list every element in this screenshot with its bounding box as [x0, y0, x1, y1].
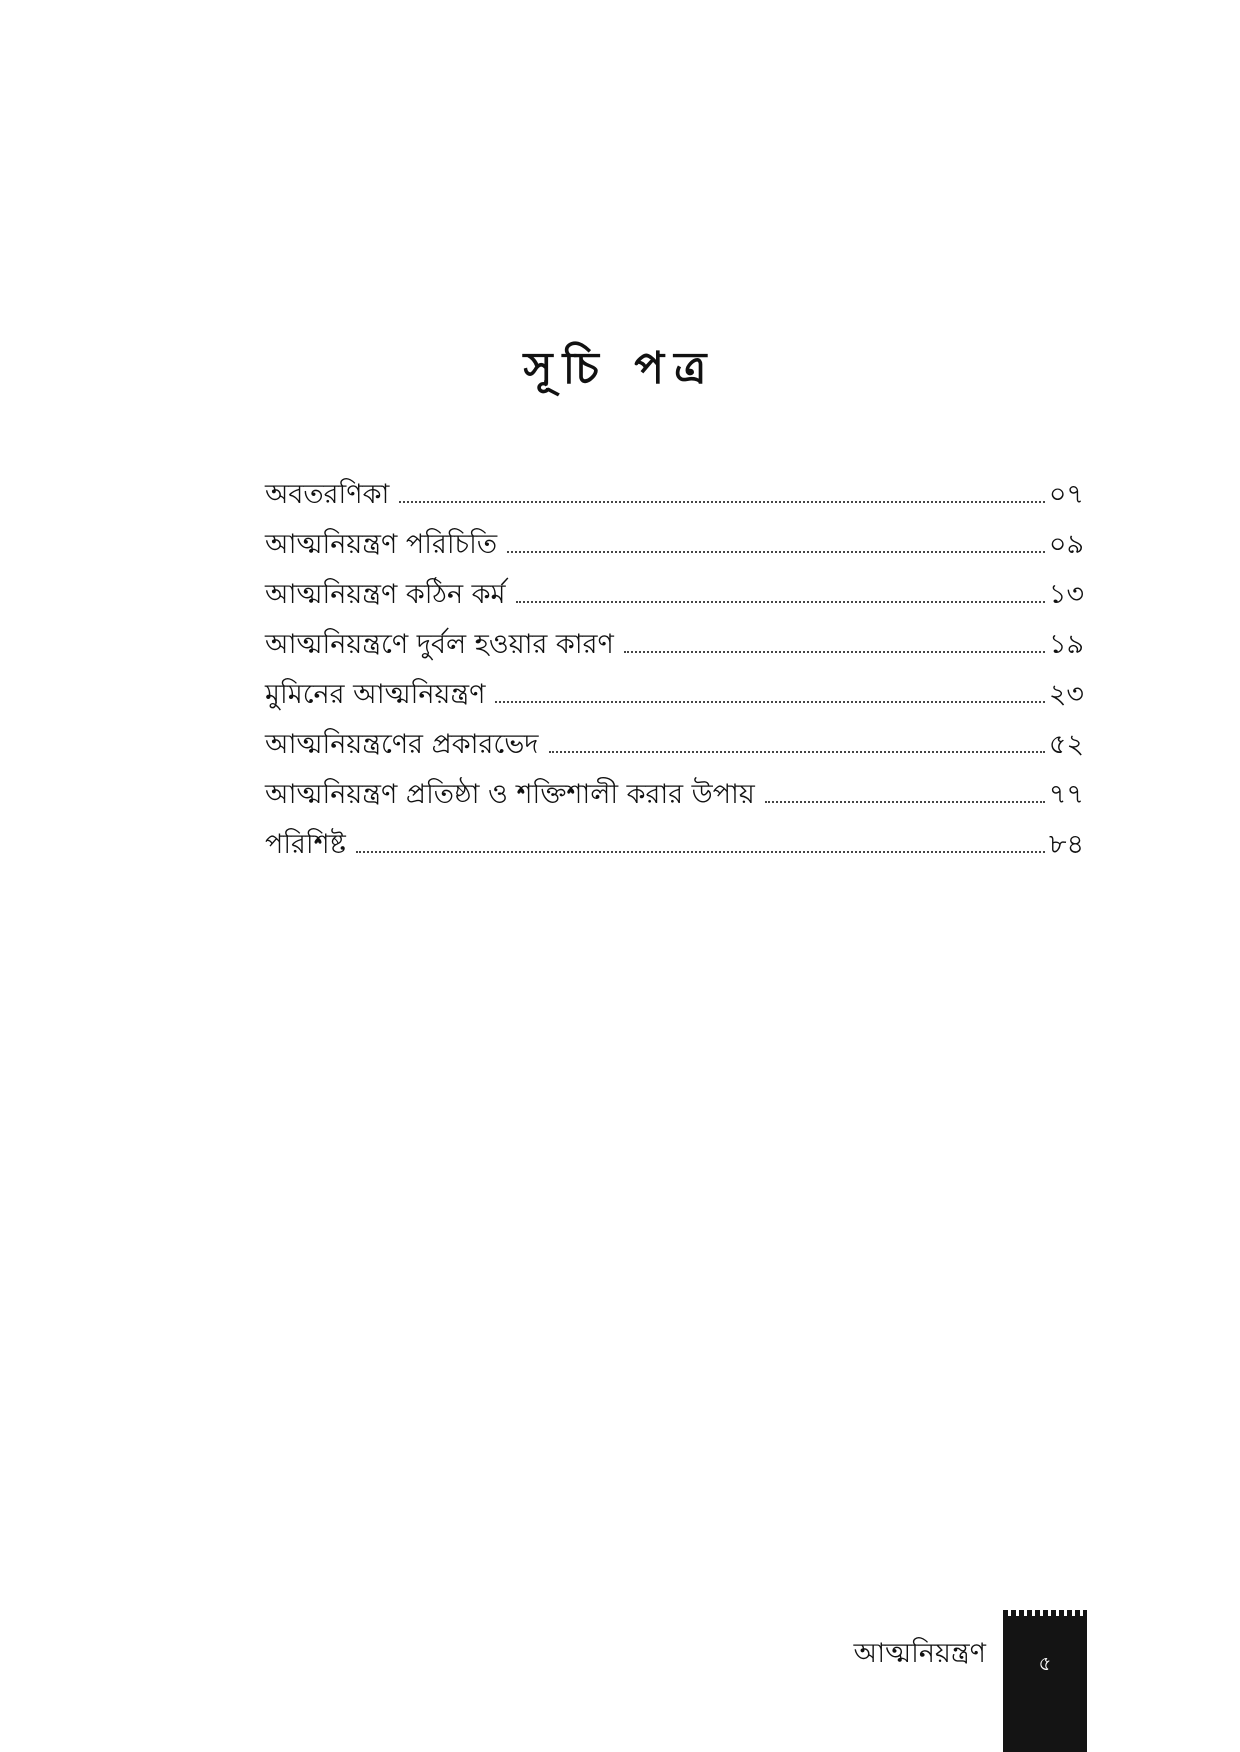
toc-entry-title: আত্মনিয়ন্ত্রণ প্রতিষ্ঠা ও শক্তিশালী করার উপায় — [265, 779, 755, 810]
toc-entry-page: ০৯ — [1048, 529, 1084, 560]
page-number: ৫ — [1038, 1651, 1052, 1675]
dot-leader — [495, 701, 1044, 703]
dot-leader — [399, 501, 1045, 503]
dot-leader — [549, 751, 1045, 753]
dot-leader — [356, 851, 1045, 853]
toc-entry[interactable] — [265, 620, 1084, 670]
toc-entry-title: অবতরণিকা — [265, 479, 390, 510]
toc-entry-title: আত্মনিয়ন্ত্রণের প্রকারভেদ — [265, 729, 539, 760]
dot-leader — [507, 551, 1045, 553]
toc-entry[interactable] — [265, 720, 1084, 770]
toc-entry-page: ০৭ — [1048, 479, 1084, 510]
toc-entry-title: আত্মনিয়ন্ত্রণে দুর্বল হওয়ার কারণ — [265, 629, 614, 660]
page-title: সূচি পত্র — [523, 343, 717, 395]
page-number-tab — [1003, 1610, 1087, 1752]
dot-leader — [765, 801, 1045, 803]
toc-entry[interactable] — [265, 770, 1084, 820]
toc-entry-page: ১৯ — [1048, 629, 1084, 660]
toc-entry-title: আত্মনিয়ন্ত্রণ কঠিন কর্ম — [265, 579, 506, 610]
toc-entry-page: ৭৭ — [1048, 779, 1084, 810]
toc-entry[interactable] — [265, 570, 1084, 620]
toc-entry[interactable] — [265, 820, 1084, 870]
toc-entry[interactable] — [265, 520, 1084, 570]
running-footer-title: আত্মনিয়ন্ত্রণ — [853, 1638, 986, 1669]
toc-entry[interactable] — [265, 470, 1084, 520]
toc-entry-title: আত্মনিয়ন্ত্রণ পরিচিতি — [265, 529, 498, 560]
toc-entry-page: ২৩ — [1048, 679, 1084, 710]
toc-entry-page: ৫২ — [1048, 729, 1084, 760]
toc-entry-title: মুমিনের আত্মনিয়ন্ত্রণ — [265, 679, 486, 710]
toc-entry-page: ৮৪ — [1048, 829, 1084, 860]
table-of-contents — [265, 470, 1084, 870]
dot-leader — [516, 601, 1045, 603]
tab-perforated-edge — [1003, 1610, 1087, 1616]
toc-entry-page: ১৩ — [1048, 579, 1084, 610]
toc-entry-title: পরিশিষ্ট — [265, 829, 346, 860]
dot-leader — [624, 651, 1045, 653]
toc-entry[interactable] — [265, 670, 1084, 720]
